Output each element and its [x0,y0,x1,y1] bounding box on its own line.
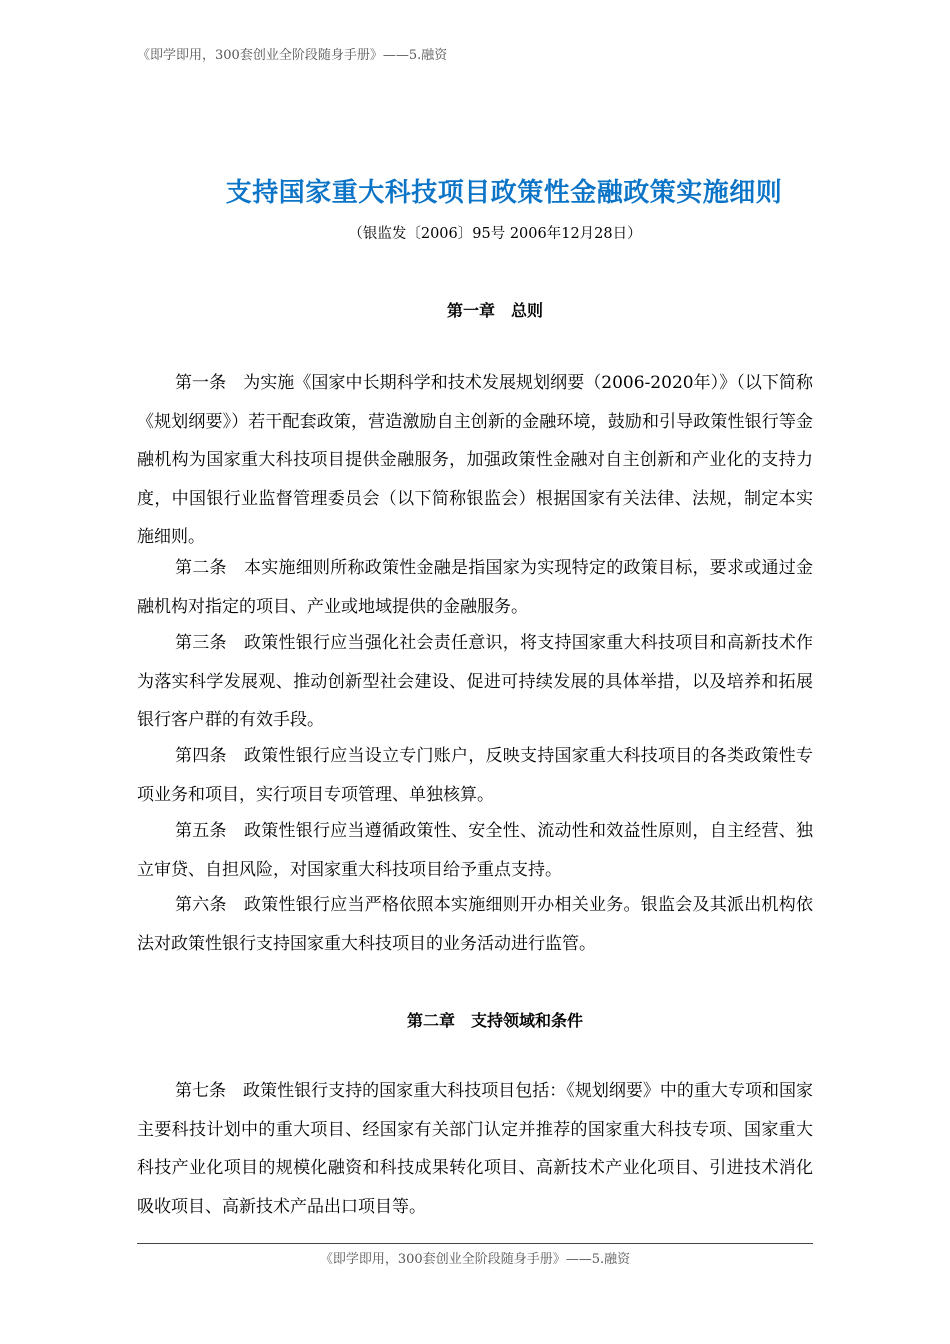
article-4: 第四条 政策性银行应当设立专门账户，反映支持国家重大科技项目的各类政策性专项业务和项目，实行项目专项管理、单独核算。 [137,746,813,805]
page-footer: 《即学即用，300套创业全阶段随身手册》——5.融资 [319,1252,631,1267]
article-7: 第七条 政策性银行支持的国家重大科技项目包括：《规划纲要》中的重大专项和国家主要科技计划中的重大项目、经国家有关部门认定并推荐的国家重大科技专项、国家重大科技产业化项目的规模化融资和科技成果转化项目、高新技术产业化项目、引进技术消化吸收项目、高新技术产品出口项目等。 [137,1081,813,1217]
chapter-heading: 第一章 总则 [446,301,543,320]
footer-divider [137,1243,813,1244]
chapter-heading: 第二章 支持领域和条件 [406,1011,583,1030]
article-2: 第二条 本实施细则所称政策性金融是指国家为实现特定的政策目标，要求或通过金融机构对指定的项目、产业或地域提供的金融服务。 [137,558,813,617]
article-3: 第三条 政策性银行应当强化社会责任意识，将支持国家重大科技项目和高新技术作为落实科学发展观、推动创新型社会建设、促进可持续发展的具体举措，以及培养和拓展银行客户群的有效手段。 [137,633,813,730]
article-6: 第六条 政策性银行应当严格依照本实施细则开办相关业务。银监会及其派出机构依法对政策性银行支持国家重大科技项目的业务活动进行监管。 [137,895,813,954]
page-header: 《即学即用，300套创业全阶段随身手册》——5.融资 [137,48,448,63]
article-5: 第五条 政策性银行应当遵循政策性、安全性、流动性和效益性原则，自主经营、独立审贷、自担风险，对国家重大科技项目给予重点支持。 [137,821,813,880]
document-subtitle: （银监发〔2006〕95号 2006年12月28日） [348,226,642,242]
article-1: 第一条 为实施《国家中长期科学和技术发展规划纲要（2006-2020年）》（以下简称《规划纲要》）若干配套政策，营造激励自主创新的金融环境，鼓励和引导政策性银行等金融机构为国家重大科技项目提供金融服务，加强政策性金融对自主创新和产业化的支持力度，中国银行业监督管理委员会（以下简称银监会）根据国家有关法律、法规，制定本实施细则。 [137,373,813,547]
document-title: 支持国家重大科技项目政策性金融政策实施细则 [225,178,783,208]
